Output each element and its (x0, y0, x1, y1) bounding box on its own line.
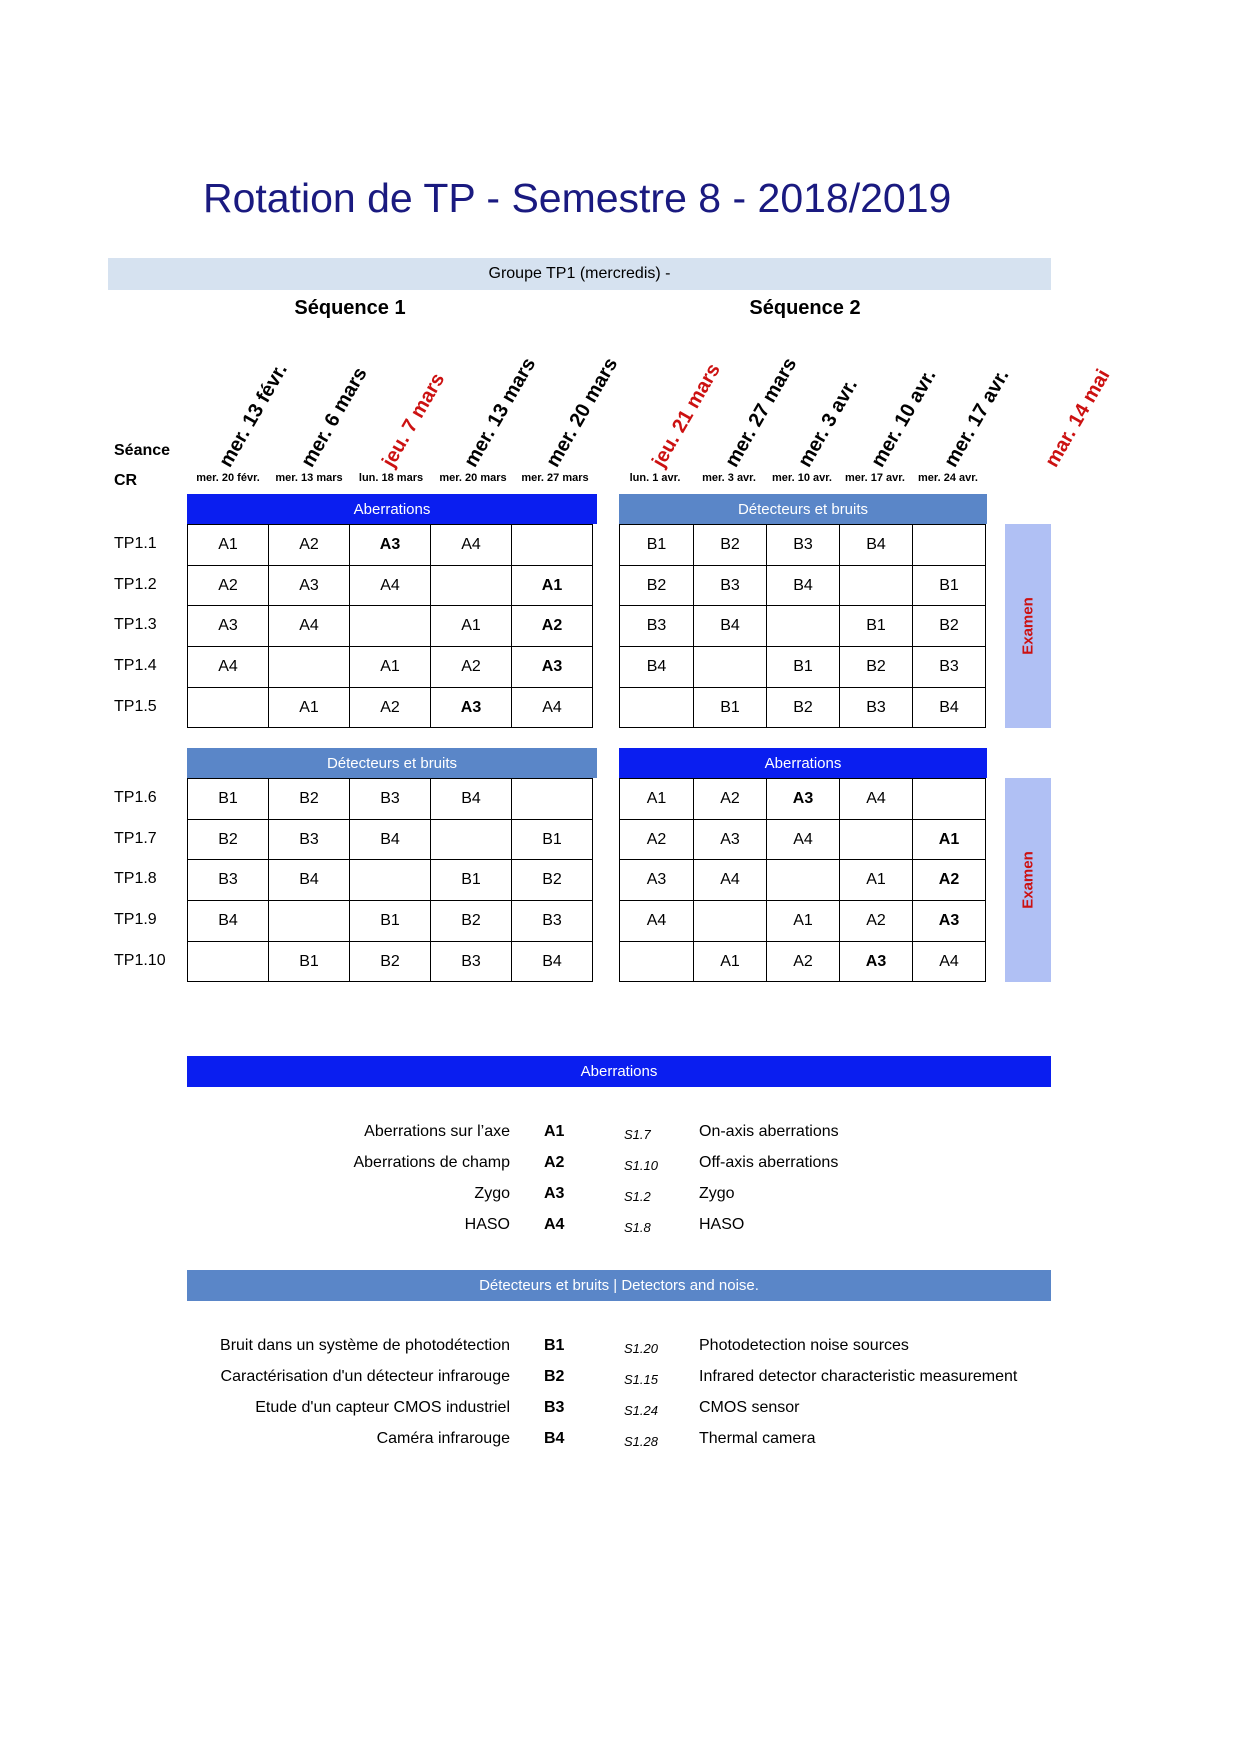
table-cell: A1 (431, 606, 512, 647)
table-cell: B3 (512, 901, 593, 942)
table-cell: A4 (431, 525, 512, 566)
table-cell: A2 (840, 901, 913, 942)
legend-code: A1 (544, 1123, 565, 1140)
table-cell: A3 (913, 901, 986, 942)
table-cell: A1 (269, 687, 350, 728)
table-cell: B3 (840, 687, 913, 728)
table-cell: B2 (269, 779, 350, 820)
table-cell: A4 (913, 941, 986, 982)
table-row (188, 860, 593, 901)
cr-date: mer. 13 mars (275, 472, 343, 484)
legend-code: B2 (544, 1368, 565, 1385)
grid-header-left: Détecteurs et bruits (187, 748, 597, 778)
page-title: Rotation de TP - Semestre 8 - 2018/2019 (203, 175, 952, 221)
table-row (620, 901, 986, 942)
legend-name-en: HASO (699, 1216, 745, 1233)
legend-room: S1.24 (624, 1403, 658, 1418)
legend-detectors-header: Détecteurs et bruits | Detectors and noise. (187, 1270, 1051, 1301)
row-label: TP1.10 (114, 951, 166, 969)
legend-name-en: Photodetection noise sources (699, 1337, 909, 1354)
session-date: mer. 27 mars (721, 354, 802, 471)
legend-room: S1.28 (624, 1434, 658, 1449)
table-cell: B3 (350, 779, 431, 820)
legend-code: B3 (544, 1399, 565, 1416)
table-cell: B3 (269, 819, 350, 860)
table-cell (913, 779, 986, 820)
table-cell: A3 (620, 860, 694, 901)
table-row (188, 941, 593, 982)
session-date: mer. 20 mars (542, 354, 623, 471)
table-row (188, 819, 593, 860)
table-cell: A2 (512, 606, 593, 647)
sequence-2-label: Séquence 2 (749, 297, 861, 319)
row-label: TP1.7 (114, 829, 157, 847)
table-cell: B2 (840, 647, 913, 688)
table-cell: A1 (694, 941, 767, 982)
cr-date: mer. 17 avr. (845, 472, 905, 484)
table-row (620, 565, 986, 606)
session-date: jeu. 7 mars (378, 369, 450, 471)
sequence-1-label: Séquence 1 (294, 297, 406, 319)
schedule-table-right (619, 778, 986, 982)
table-row (620, 525, 986, 566)
table-cell: B2 (431, 901, 512, 942)
table-cell: A2 (694, 779, 767, 820)
table-cell: A1 (512, 565, 593, 606)
table-cell: A1 (350, 647, 431, 688)
legend-aberrations-header: Aberrations (187, 1056, 1051, 1087)
session-date: mer. 13 févr. (215, 359, 292, 471)
table-cell (188, 941, 269, 982)
row-label: TP1.8 (114, 870, 157, 888)
cr-label: CR (114, 472, 138, 489)
legend-code: A3 (544, 1185, 565, 1202)
table-cell: B4 (431, 779, 512, 820)
session-date: mar. 14 mai (1041, 365, 1115, 471)
cr-date: mer. 24 avr. (918, 472, 978, 484)
table-cell (840, 565, 913, 606)
table-cell: B2 (620, 565, 694, 606)
schedule-table-left (187, 524, 593, 728)
session-date: mer. 3 avr. (794, 375, 862, 471)
legend-name-fr: Caractérisation d'un détecteur infrarouge (220, 1368, 510, 1385)
table-cell: A3 (840, 941, 913, 982)
table-cell: B2 (350, 941, 431, 982)
table-cell: A3 (512, 647, 593, 688)
table-cell: B1 (694, 687, 767, 728)
table-cell (188, 687, 269, 728)
table-cell: B1 (188, 779, 269, 820)
grid-header-left: Aberrations (187, 494, 597, 524)
legend-name-fr: Aberrations sur l’axe (364, 1123, 510, 1140)
table-cell (431, 819, 512, 860)
session-date: mer. 13 mars (460, 354, 541, 471)
table-cell: A3 (350, 525, 431, 566)
legend-room: S1.10 (624, 1158, 658, 1173)
legend-room: S1.2 (624, 1189, 651, 1204)
session-date: mer. 6 mars (297, 363, 372, 471)
table-cell: B4 (350, 819, 431, 860)
legend-name-en: On-axis aberrations (699, 1123, 839, 1140)
table-cell: A2 (350, 687, 431, 728)
table-cell (431, 565, 512, 606)
exam-label: Examen (1019, 596, 1037, 655)
table-cell: B1 (350, 901, 431, 942)
table-cell: B3 (431, 941, 512, 982)
table-cell: A3 (431, 687, 512, 728)
table-cell: A4 (840, 779, 913, 820)
table-cell (269, 901, 350, 942)
table-cell: B2 (913, 606, 986, 647)
legend-name-en: Off-axis aberrations (699, 1154, 839, 1171)
table-cell: B1 (913, 565, 986, 606)
seance-label: Séance (114, 442, 171, 459)
table-cell: B3 (694, 565, 767, 606)
table-cell: B1 (620, 525, 694, 566)
table-row (188, 687, 593, 728)
legend-room: S1.20 (624, 1341, 658, 1356)
row-label: TP1.5 (114, 697, 157, 715)
table-cell: B1 (269, 941, 350, 982)
legend-name-fr: HASO (464, 1216, 510, 1233)
table-cell: B4 (767, 565, 840, 606)
table-cell: A4 (694, 860, 767, 901)
table-cell: B1 (431, 860, 512, 901)
table-cell (512, 779, 593, 820)
table-cell: B4 (620, 647, 694, 688)
table-row (620, 606, 986, 647)
table-cell: A1 (188, 525, 269, 566)
table-cell: A3 (188, 606, 269, 647)
table-cell (269, 647, 350, 688)
legend-name-fr: Caméra infrarouge (376, 1430, 510, 1447)
table-cell: A3 (694, 819, 767, 860)
legend-name-fr: Zygo (474, 1185, 510, 1202)
legend-name-en: CMOS sensor (699, 1399, 800, 1416)
table-cell: A1 (767, 901, 840, 942)
grid-header-right: Aberrations (619, 748, 987, 778)
table-cell: B1 (840, 606, 913, 647)
grid-header-right: Détecteurs et bruits (619, 494, 987, 524)
table-cell: A1 (620, 779, 694, 820)
row-label: TP1.2 (114, 575, 157, 593)
cr-date: lun. 18 mars (358, 472, 424, 484)
row-label: TP1.4 (114, 657, 157, 675)
table-cell: B1 (767, 647, 840, 688)
table-cell: B4 (188, 901, 269, 942)
table-cell: A4 (188, 647, 269, 688)
table-cell (694, 647, 767, 688)
cr-date: lun. 1 avr. (629, 472, 681, 484)
table-cell: B3 (188, 860, 269, 901)
table-cell (512, 525, 593, 566)
schedule-table-left (187, 778, 593, 982)
table-row (620, 819, 986, 860)
session-date: jeu. 21 mars (648, 359, 725, 471)
table-cell: A4 (512, 687, 593, 728)
table-cell: B1 (512, 819, 593, 860)
table-cell: B4 (840, 525, 913, 566)
table-row (188, 525, 593, 566)
cr-date: mer. 20 févr. (196, 472, 260, 484)
table-cell: A2 (431, 647, 512, 688)
table-cell: A2 (913, 860, 986, 901)
table-row (620, 647, 986, 688)
row-label: TP1.6 (114, 789, 157, 806)
table-cell: A2 (269, 525, 350, 566)
table-row (188, 606, 593, 647)
table-row (620, 687, 986, 728)
table-row (188, 779, 593, 820)
table-cell (350, 606, 431, 647)
group-bar: Groupe TP1 (mercredis) - (108, 258, 1051, 290)
table-cell (620, 687, 694, 728)
session-date: mer. 17 avr. (940, 365, 1014, 471)
table-row (620, 941, 986, 982)
table-cell: B4 (512, 941, 593, 982)
table-cell (767, 606, 840, 647)
table-cell (694, 901, 767, 942)
session-date: mer. 10 avr. (867, 365, 941, 471)
table-cell: B2 (512, 860, 593, 901)
table-row (620, 779, 986, 820)
cr-date: mer. 20 mars (439, 472, 507, 484)
cr-date: mer. 3 avr. (702, 472, 756, 484)
table-row (620, 860, 986, 901)
table-cell: A4 (620, 901, 694, 942)
table-cell (913, 525, 986, 566)
table-cell: A2 (767, 941, 840, 982)
table-cell: A3 (269, 565, 350, 606)
exam-label: Examen (1019, 850, 1037, 909)
table-row (188, 565, 593, 606)
table-cell: A4 (269, 606, 350, 647)
table-row (188, 647, 593, 688)
table-cell (620, 941, 694, 982)
table-cell: B3 (767, 525, 840, 566)
table-cell (767, 860, 840, 901)
table-cell: B3 (913, 647, 986, 688)
legend-name-en: Infrared detector characteristic measurement (699, 1368, 1018, 1385)
legend-room: S1.8 (624, 1220, 651, 1235)
table-cell: A1 (840, 860, 913, 901)
legend-code: A2 (544, 1154, 565, 1171)
legend-name-fr: Aberrations de champ (353, 1154, 510, 1171)
row-label: TP1.9 (114, 911, 157, 929)
table-cell: A2 (620, 819, 694, 860)
table-cell: B2 (767, 687, 840, 728)
legend-name-en: Thermal camera (699, 1430, 816, 1447)
row-label: TP1.1 (114, 535, 157, 552)
table-cell: B2 (694, 525, 767, 566)
table-cell: B4 (913, 687, 986, 728)
table-cell: A4 (350, 565, 431, 606)
cr-date: mer. 10 avr. (772, 472, 832, 484)
legend-room: S1.7 (624, 1127, 651, 1142)
cr-date: mer. 27 mars (521, 472, 589, 484)
legend-name-en: Zygo (699, 1185, 735, 1202)
table-cell: A4 (767, 819, 840, 860)
table-row (188, 901, 593, 942)
table-cell: A1 (913, 819, 986, 860)
table-cell: A2 (188, 565, 269, 606)
table-cell: A3 (767, 779, 840, 820)
row-label: TP1.3 (114, 616, 157, 634)
legend-code: A4 (544, 1216, 565, 1233)
legend-code: B1 (544, 1337, 565, 1354)
table-cell: B4 (269, 860, 350, 901)
legend-name-fr: Bruit dans un système de photodétection (220, 1337, 510, 1354)
table-cell: B3 (620, 606, 694, 647)
legend-code: B4 (544, 1430, 565, 1447)
table-cell (350, 860, 431, 901)
legend-name-fr: Etude d'un capteur CMOS industriel (255, 1399, 510, 1416)
table-cell: B2 (188, 819, 269, 860)
schedule-table-right (619, 524, 986, 728)
table-cell (840, 819, 913, 860)
legend-room: S1.15 (624, 1372, 658, 1387)
table-cell: B4 (694, 606, 767, 647)
